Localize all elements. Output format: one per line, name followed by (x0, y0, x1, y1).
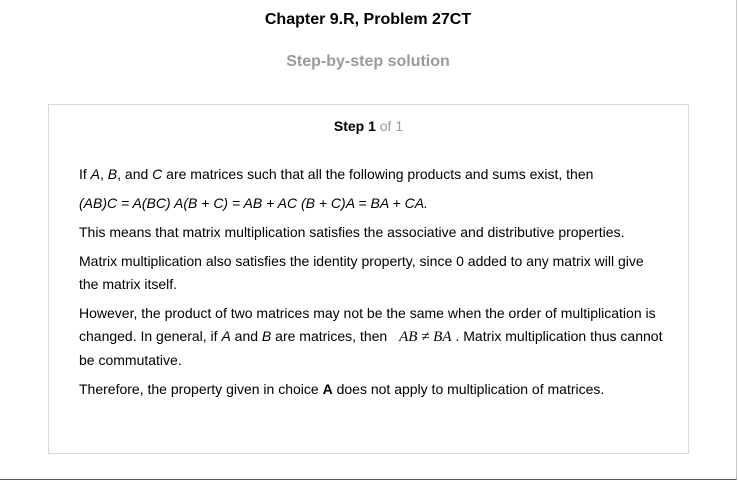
p6-choice: A (322, 381, 333, 397)
p2-equations: (AB)C = A(BC) A(B + C) = AB + AC (B + C)A = BA + CA. (79, 195, 428, 211)
p1-pre: If (79, 166, 91, 182)
solution-paragraph-6 (79, 378, 664, 401)
p6-pre: Therefore, the property given in choice (79, 381, 323, 397)
p5-post1: are matrices, then (271, 328, 392, 344)
p5-var-b: B (261, 328, 272, 344)
p1-sep2: , and (117, 166, 153, 182)
p1-var-a: A (90, 166, 101, 182)
page-subtitle: Step-by-step solution (286, 53, 450, 70)
solution-content (79, 163, 664, 407)
p5-var-a: A (221, 328, 231, 344)
p1-var-c: C (152, 166, 163, 182)
p1-post: are matrices such that all the following products and sums exist, then (162, 166, 594, 182)
p5-mid: and (230, 328, 262, 344)
solution-paragraph-2 (79, 192, 664, 215)
p1-var-b: B (107, 166, 118, 182)
solution-paragraph-5 (79, 302, 664, 372)
p5-math-inequality: AB ≠ BA (399, 329, 452, 345)
solution-paragraph-3: This means that matrix multiplication satisfies the associative and distributive properties. (79, 224, 625, 240)
p5-post2: . Matrix multiplication thus cannot be commutative. (79, 328, 663, 368)
p1-sep1: , (100, 166, 108, 182)
solution-paragraph-4: Matrix multiplication also satisfies the identity property, since 0 added to any matrix will give the matrix itself. (79, 253, 644, 292)
step-header (49, 118, 688, 134)
step-label: Step 1 (333, 118, 376, 134)
p6-post: does not apply to multiplication of matrices. (332, 381, 605, 397)
page-title: Chapter 9.R, Problem 27CT (264, 11, 472, 28)
p5-pre: However, the product of two matrices may not be the same when the order of multiplication is changed. In general, if (79, 305, 656, 344)
solution-card (48, 104, 689, 454)
solution-paragraph-1 (79, 163, 664, 186)
step-count: of 1 (379, 118, 404, 134)
